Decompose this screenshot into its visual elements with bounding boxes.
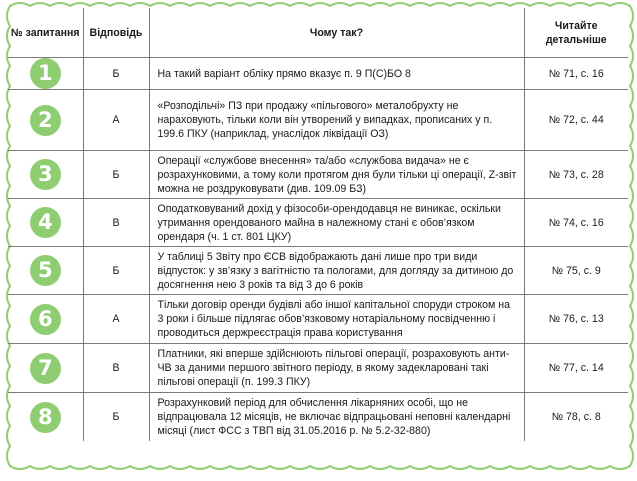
answer-cell: А xyxy=(83,90,149,151)
reference-cell: № 72, с. 44 xyxy=(524,90,628,151)
explanation-cell: «Розподільчі» ПЗ при продажу «пільгового» металобрухту не нараховують, тільки коли він утворений у випадках, прописаних у п. 199.6 ПКУ (наприклад, унаслідок ліквідації ОЗ) xyxy=(149,90,524,151)
answer-cell: А xyxy=(83,295,149,344)
reference-cell: № 76, с. 13 xyxy=(524,295,628,344)
question-number-badge: 3 xyxy=(30,159,61,190)
explanation-cell: Оподатковуваний дохід у фізособи-орендодавця не виникає, оскільки утримання орендованого майна в належному стані є обов’язком орендаря (ч. 1 ст. 801 ЦКУ) xyxy=(149,199,524,247)
header-question-number: № запитання xyxy=(8,8,83,58)
question-number-badge: 6 xyxy=(30,304,61,335)
table-row xyxy=(8,295,628,344)
explanation-cell: Платники, які вперше здійснюють пільгові операції, розраховують анти-ЧВ за даними першого звітного періоду, в якому задекларовані такі пільгові операції (п. 199.3 ПКУ) xyxy=(149,344,524,393)
table-row xyxy=(8,393,628,442)
table-row xyxy=(8,58,628,90)
answer-cell: Б xyxy=(83,247,149,295)
explanation-cell: Операції «службове внесення» та/або «службова видача» не є розрахунковими, а тому коли протягом дня були тільки ці операції, Z-звіт можна не роздруковувати (див. 109.09 БЗ) xyxy=(149,151,524,199)
question-number-badge: 8 xyxy=(30,402,61,433)
question-number-badge: 7 xyxy=(30,353,61,384)
explanation-cell: На такий варіант обліку прямо вказує п. 9 П(С)БО 8 xyxy=(149,58,524,90)
reference-cell: № 75, с. 9 xyxy=(524,247,628,295)
header-answer: Відповідь xyxy=(83,8,149,58)
explanation-cell: У таблиці 5 Звіту про ЄСВ відображають дані лише про три види відпусток: у зв’язку з вагітністю та пологами, для догляду за дитиною до досягнення нею 3 років та від 3 до 6 років xyxy=(149,247,524,295)
answer-cell: Б xyxy=(83,58,149,90)
table-row xyxy=(8,344,628,393)
question-number-badge: 4 xyxy=(30,207,61,238)
answer-cell: В xyxy=(83,344,149,393)
reference-cell: № 73, с. 28 xyxy=(524,151,628,199)
reference-cell: № 71, с. 16 xyxy=(524,58,628,90)
question-number-badge: 1 xyxy=(30,58,61,89)
answer-cell: Б xyxy=(83,393,149,442)
table-row xyxy=(8,90,628,151)
header-why: Чому так? xyxy=(149,8,524,58)
question-number-badge: 2 xyxy=(30,105,61,136)
question-number-badge: 5 xyxy=(30,255,61,286)
reference-cell: № 74, с. 16 xyxy=(524,199,628,247)
table-row xyxy=(8,247,628,295)
answer-cell: В xyxy=(83,199,149,247)
table-row xyxy=(8,151,628,199)
table-row xyxy=(8,199,628,247)
reference-cell: № 78, с. 8 xyxy=(551,411,601,423)
reference-cell: № 77, с. 14 xyxy=(524,344,628,393)
table-header-row xyxy=(8,8,628,58)
explanation-cell: Розрахунковий період для обчислення лікарняних особі, що не відпрацювала 12 місяців, не включає відпрацьовані неповні календарні місяці (лист ФСС з ТВП від 31.05.2016 р. № 5.2-32-880) xyxy=(149,393,524,442)
answers-table xyxy=(8,8,628,441)
answer-cell: Б xyxy=(83,151,149,199)
explanation-cell: Тільки договір оренди будівлі або іншої капітальної споруди строком на 3 роки і більше підлягає обов’язковому нотаріальному посвідченню і проводиться держреєстрація права користування xyxy=(149,295,524,344)
header-read-more: Читайте детальніше xyxy=(524,8,628,58)
